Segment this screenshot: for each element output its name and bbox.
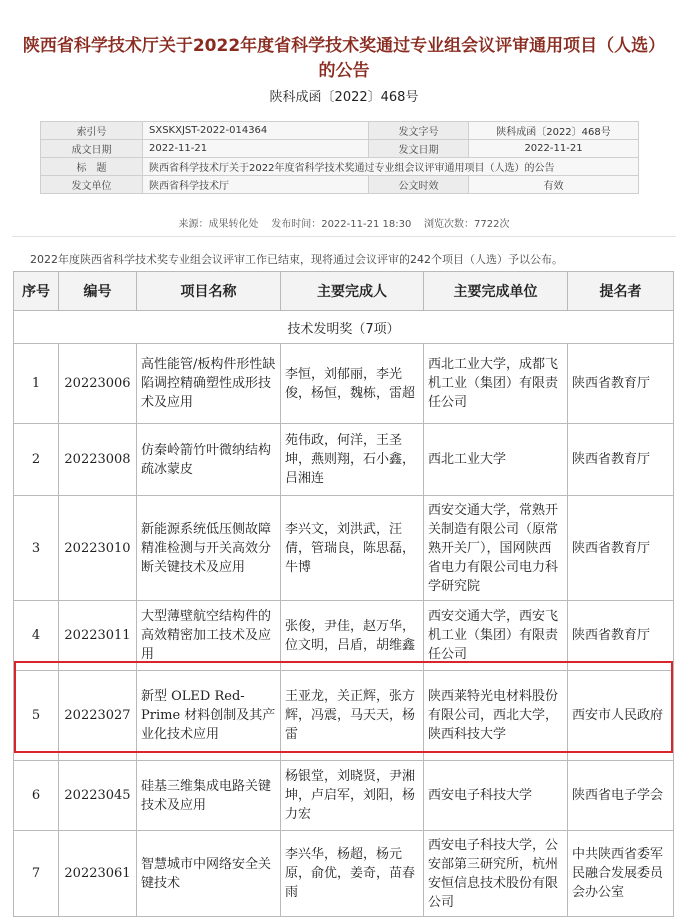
row-seq: 3 — [14, 496, 59, 601]
issuing-unit-label: 发文单位 — [41, 176, 143, 194]
row-nominator: 西安市人民政府 — [568, 671, 674, 761]
validity-label: 公文时效 — [369, 176, 469, 194]
source-line — [0, 215, 688, 230]
issued-date-label: 发文日期 — [369, 140, 469, 158]
document-number: 陕科成函〔2022〕468号 — [269, 90, 419, 105]
row-code: 20223045 — [59, 761, 137, 831]
index-value: SXSKXJST-2022-014364 — [143, 122, 369, 140]
row-nominator: 陕西省教育厅 — [568, 496, 674, 601]
header-project-name: 项目名称 — [137, 272, 281, 311]
row-units: 陕西莱特光电材料股份有限公司，西北大学，陕西科技大学 — [424, 671, 568, 761]
row-nominator: 陕西省教育厅 — [568, 424, 674, 496]
row-seq: 1 — [14, 344, 59, 424]
category-title: 技术发明奖（7项） — [14, 311, 674, 344]
view-count: 浏览次数：7722次 — [424, 219, 510, 230]
table-row — [14, 831, 674, 917]
row-code: 20223008 — [59, 424, 137, 496]
table-row — [14, 761, 674, 831]
title-line-1: 陕西省科学技术厅关于2022年度省科学技术奖通过专业组会议评审通用项目（人选） — [22, 36, 666, 56]
divider — [12, 236, 676, 237]
row-project-name: 新型 OLED Red-Prime 材料创制及其产业化技术应用 — [137, 671, 281, 761]
table-row — [14, 496, 674, 601]
metadata-table — [40, 121, 639, 194]
row-units: 西北工业大学，成都飞机工业（集团）有限责任公司 — [424, 344, 568, 424]
publish-time: 发布时间：2022-11-21 18:30 — [271, 219, 412, 230]
row-code: 20223006 — [59, 344, 137, 424]
document-title — [0, 34, 688, 84]
award-table — [13, 271, 674, 917]
row-people: 李恒，刘郁丽，李光俊，杨恒，魏栋，雷超 — [281, 344, 424, 424]
issued-date-value: 2022-11-21 — [469, 140, 639, 158]
row-nominator: 中共陕西省委军民融合发展委员会办公室 — [568, 831, 674, 917]
title-line-2: 的公告 — [318, 61, 370, 81]
header-nominator: 提名者 — [568, 272, 674, 311]
row-seq: 7 — [14, 831, 59, 917]
issue-no-label: 发文字号 — [369, 122, 469, 140]
category-row — [14, 311, 674, 344]
row-seq: 4 — [14, 601, 59, 671]
intro-paragraph: 2022年度陕西省科学技术奖专业组会议评审工作已结束，现将通过会议评审的242个项目（人选）予以公布。 — [30, 253, 563, 266]
row-people: 王亚龙，关正辉，张方辉，冯震，马天天，杨雷 — [281, 671, 424, 761]
row-units: 西安交通大学，常熟开关制造有限公司（原常熟开关厂），国网陕西省电力有限公司电力科学研究院 — [424, 496, 568, 601]
row-project-name: 大型薄壁航空结构件的高效精密加工技术及应用 — [137, 601, 281, 671]
table-row — [14, 601, 674, 671]
issuing-unit-value: 陕西省科学技术厅 — [143, 176, 369, 194]
subject-value: 陕西省科学技术厅关于2022年度省科学技术奖通过专业组会议评审通用项目（人选）的公告 — [143, 158, 639, 176]
table-row — [14, 671, 674, 761]
row-people: 李兴文，刘洪武，汪倩，管瑞良，陈思磊，牛博 — [281, 496, 424, 601]
validity-value: 有效 — [469, 176, 639, 194]
header-main-people: 主要完成人 — [281, 272, 424, 311]
row-units: 西安电子科技大学，公安部第三研究所，杭州安恒信息技术股份有限公司 — [424, 831, 568, 917]
row-people: 苑伟政，何洋，王圣坤，燕则翔，石小鑫，吕湘连 — [281, 424, 424, 496]
header-main-units: 主要完成单位 — [424, 272, 568, 311]
index-label: 索引号 — [41, 122, 143, 140]
row-nominator: 陕西省教育厅 — [568, 601, 674, 671]
row-units: 西安交通大学，西安飞机工业（集团）有限责任公司 — [424, 601, 568, 671]
row-nominator: 陕西省教育厅 — [568, 344, 674, 424]
row-code: 20223011 — [59, 601, 137, 671]
row-project-name: 智慧城市中网络安全关键技术 — [137, 831, 281, 917]
issue-no-value: 陕科成函〔2022〕468号 — [469, 122, 639, 140]
header-seq: 序号 — [14, 272, 59, 311]
row-code: 20223027 — [59, 671, 137, 761]
source-text: 来源：成果转化处 — [178, 219, 259, 230]
row-nominator: 陕西省电子学会 — [568, 761, 674, 831]
created-date-value: 2022-11-21 — [143, 140, 369, 158]
row-project-name: 硅基三维集成电路关键技术及应用 — [137, 761, 281, 831]
row-code: 20223061 — [59, 831, 137, 917]
row-people: 张俊，尹佳，赵万华，位文明，吕盾，胡维鑫 — [281, 601, 424, 671]
table-row — [14, 424, 674, 496]
row-project-name: 新能源系统低压侧故障精准检测与开关高效分断关键技术及应用 — [137, 496, 281, 601]
row-units: 西北工业大学 — [424, 424, 568, 496]
row-people: 杨银堂，刘晓贤，尹湘坤，卢启军，刘阳，杨力宏 — [281, 761, 424, 831]
row-seq: 5 — [14, 671, 59, 761]
row-units: 西安电子科技大学 — [424, 761, 568, 831]
table-header-row — [14, 272, 674, 311]
row-code: 20223010 — [59, 496, 137, 601]
row-project-name: 高性能管/板构件形性缺陷调控精确塑性成形技术及应用 — [137, 344, 281, 424]
row-seq: 2 — [14, 424, 59, 496]
row-people: 李兴华，杨超，杨元原，俞优，姜奇，苗春雨 — [281, 831, 424, 917]
subject-label: 标 题 — [41, 158, 143, 176]
header-code: 编号 — [59, 272, 137, 311]
row-project-name: 仿秦岭箭竹叶微纳结构疏冰蒙皮 — [137, 424, 281, 496]
row-seq: 6 — [14, 761, 59, 831]
table-row — [14, 344, 674, 424]
created-date-label: 成文日期 — [41, 140, 143, 158]
